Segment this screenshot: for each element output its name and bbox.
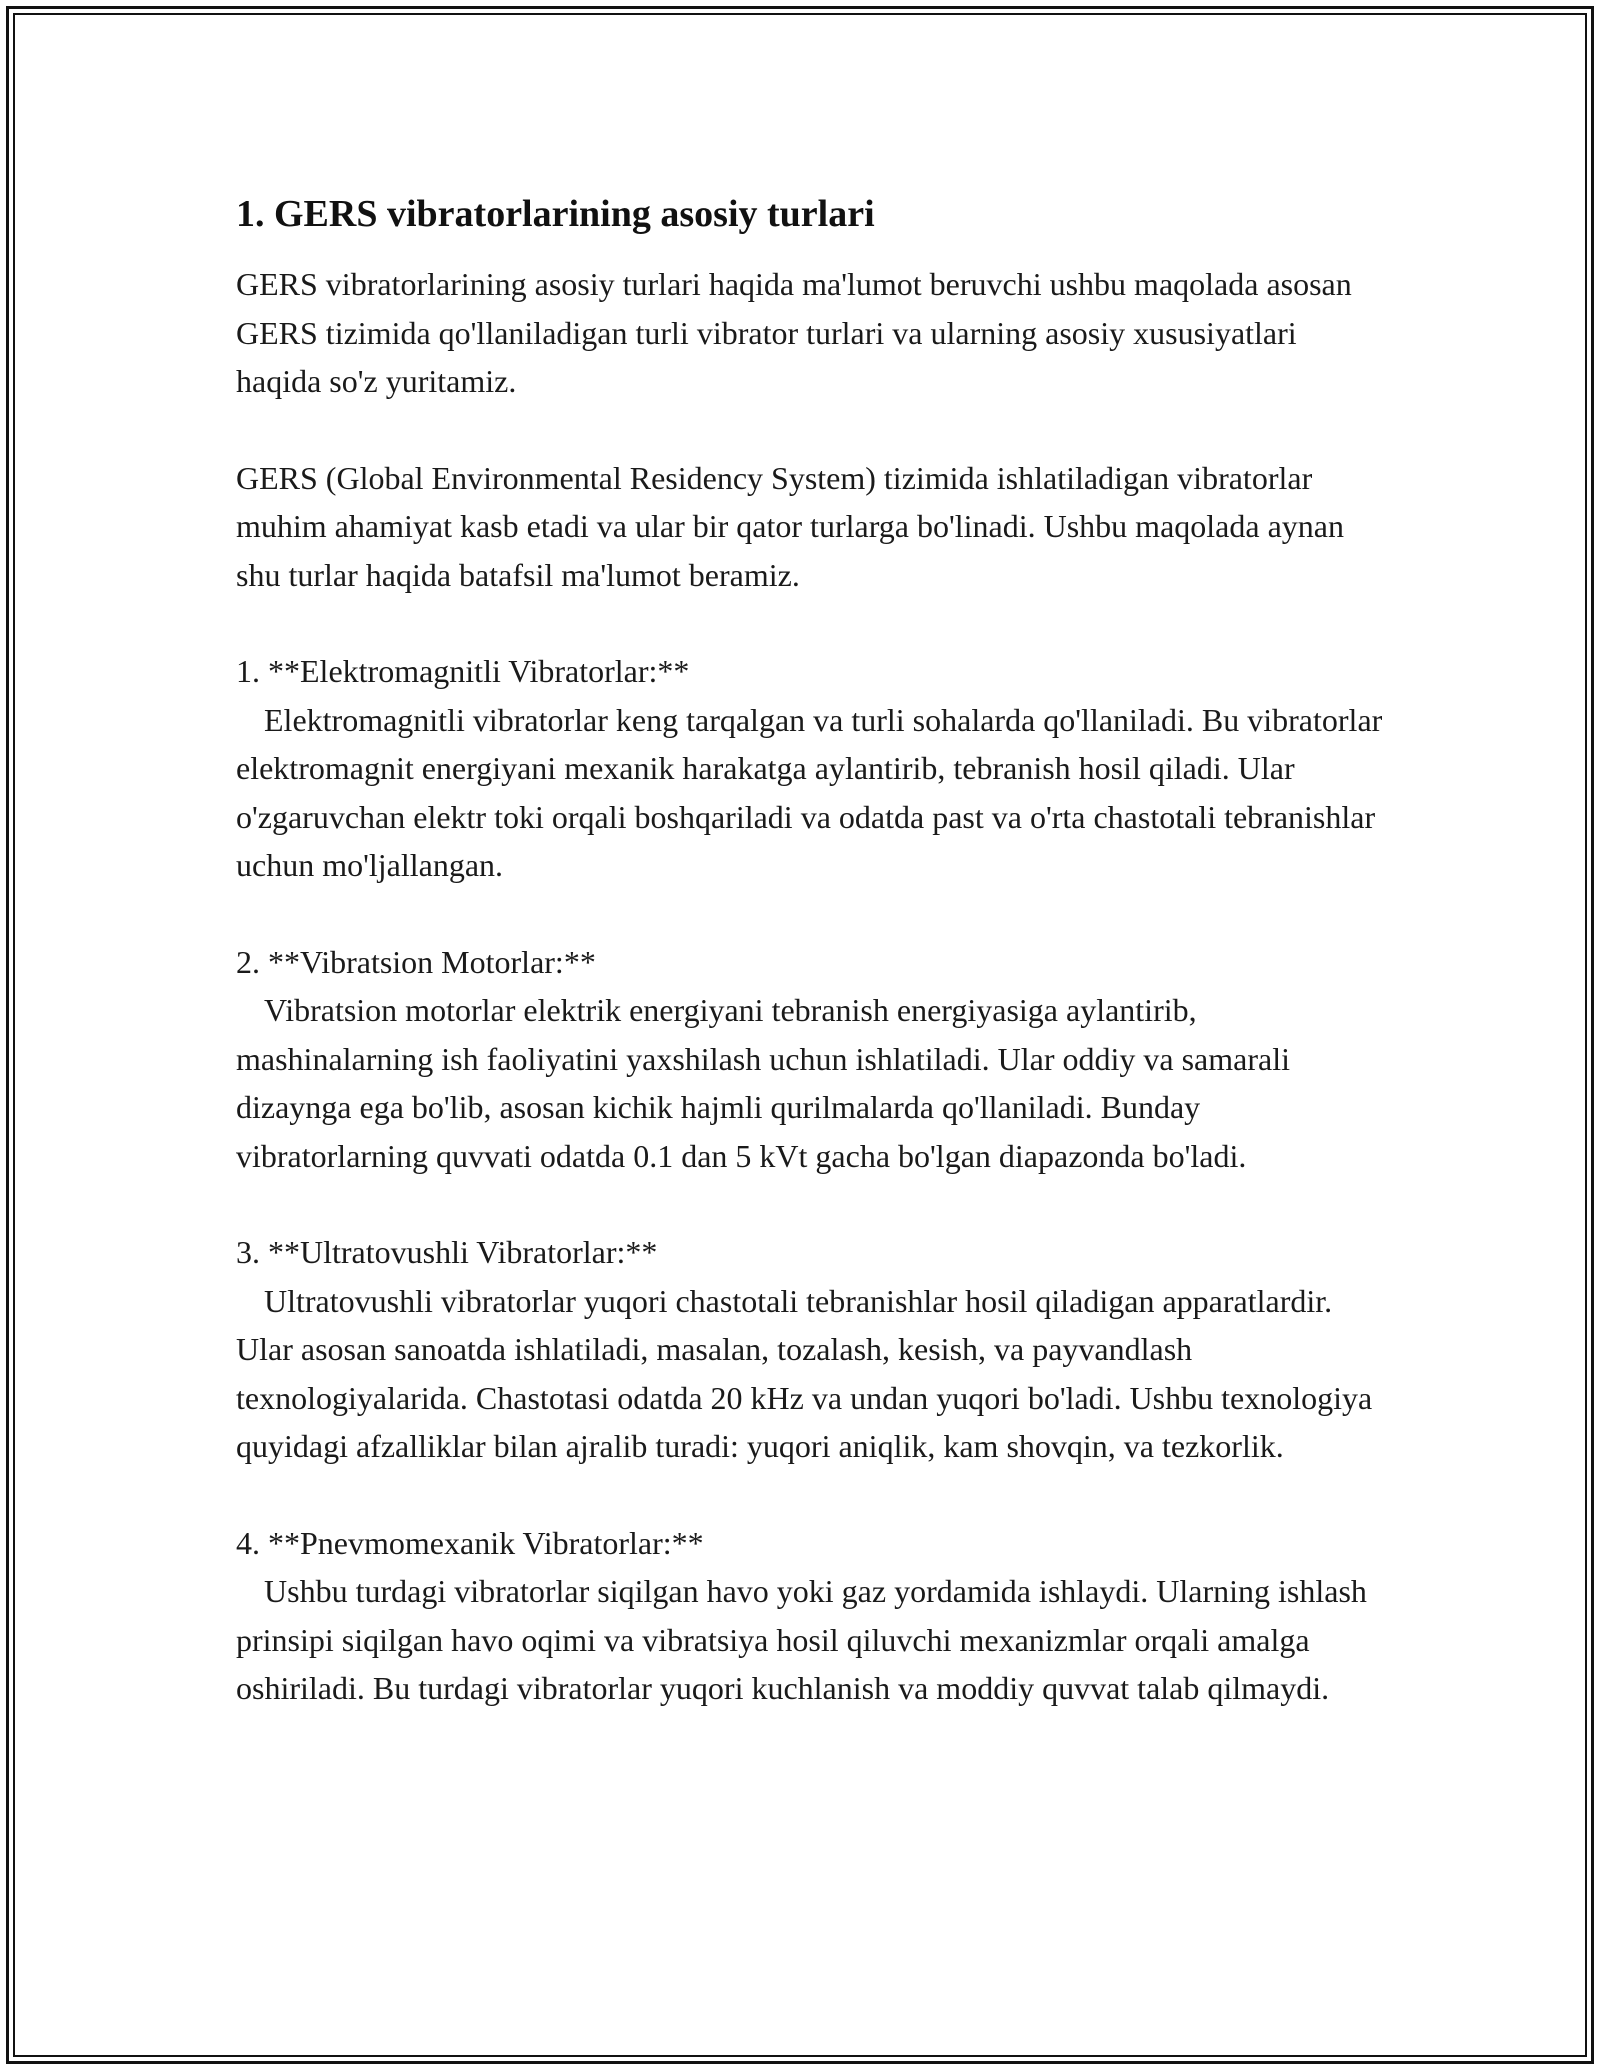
list-item-ultrasonic [236,1228,1386,1471]
list-item-title: 4. **Pnevmomexanik Vibratorlar:** [236,1524,704,1561]
list-item-title: 1. **Elektromagnitli Vibratorlar:** [236,653,690,689]
list-item-body: Ushbu turdagi vibratorlar siqilgan havo yoki gaz yordamida ishlaydi. Ularning ishlash prinsipi siqilgan havo oqimi va vibratsiya hosil qiluvchi mexanizmlar orqali amalga oshiriladi. Bu turdagi vibratorlar yuqori kuchlanish va moddiy quvvat talab qilmaydi. [236,1573,1367,1706]
list-item-body: Vibratsion motorlar elektrik energiyani tebranish energiyasiga aylantirib, mashinalarning ish faoliyatini yaxshilash uchun ishlatiladi. Ular oddiy va samarali dizaynga ega bo'lib, asosan kichik hajmli qurilmalarda qo'llaniladi. Bunday vibratorlarning quvvati odatda 0.1 dan 5 kVt gacha bo'lgan diapazonda bo'ladi. [236,992,1290,1174]
list-item-body: Ultratovushli vibratorlar yuqori chastotali tebranishlar hosil qiladigan apparatlardir. Ular asosan sanoatda ishlatiladi, masalan, tozalash, kesish, va payvandlash texnologiyalarida. Chastotasi odatda 20 kHz va undan yuqori bo'ladi. Ushbu texnologiya quyidagi afzalliklar bilan ajralib turadi: yuqori aniqlik, kam shovqin, va tezkorlik. [236,1282,1373,1464]
intro-paragraph-1: GERS vibratorlarining asosiy turlari haqida ma'lumot beruvchi ushbu maqolada asosan GERS tizimida qo'llaniladigan turli vibrator turlari va ularning asosiy xususiyatlari haqida so'z yuritamiz. [236,266,1352,399]
section-heading: 1. GERS vibratorlarining asosiy turlari [236,193,875,235]
list-item-title: 2. **Vibratsion Motorlar:** [236,943,596,980]
list-item-vibration-motors [236,938,1386,1181]
intro-paragraph-2: GERS (Global Environmental Residency System) tizimida ishlatiladigan vibratorlar muhim ahamiyat kasb etadi va ular bir qator turlarga bo'linadi. Ushbu maqolada aynan shu turlar haqida batafsil ma'lumot beramiz. [236,459,1344,593]
list-item-body: Elektromagnitli vibratorlar keng tarqalgan va turli sohalarda qo'llaniladi. Bu vibratorlar elektromagnit energiyani mexanik harakatga aylantirib, tebranish hosil qiladi. Ular o'zgaruvchan elektr toki orqali boshqariladi va odatda past va o'rta chastotali tebranishlar uchun mo'ljallangan. [236,701,1383,883]
list-item-pneumomechanical [236,1519,1386,1713]
list-item-electromagnetic [236,647,1386,890]
list-item-title: 3. **Ultratovushli Vibratorlar:** [236,1234,658,1270]
document-body [236,186,1386,1761]
